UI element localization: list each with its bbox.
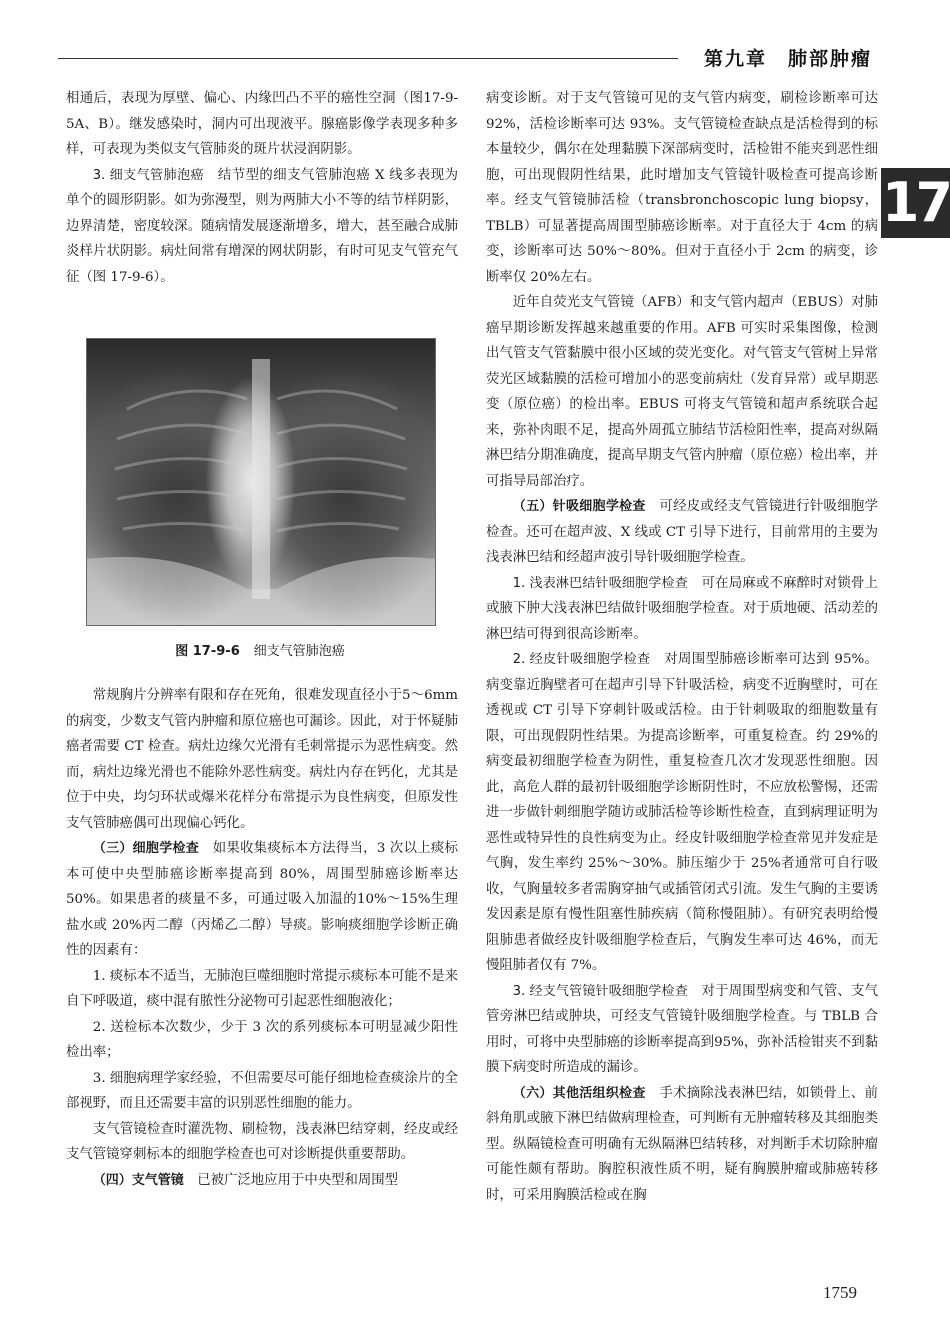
paragraph-body: 结节型的细支气管肺泡癌 X 线多表现为单个的圆形阴影。如为弥漫型，则为两肺大小不等的结节样阴影，边界清楚，密度较深。随病情发展逐渐增多，增大，甚至融合成肺炎样片状阴影。病灶间常有增深的网状阴影，有时可见支气管充气征（图 17-9-6）。 <box>66 167 458 285</box>
list-item: 3. 细胞病理学家经验，不但需要尽可能仔细地检查痰涂片的全部视野，而且还需要丰富的识别恶性细胞的能力。 <box>66 1070 458 1111</box>
paragraph-body: 手术摘除浅表淋巴结，如锁骨上、前斜角肌或腋下淋巴结做病理检查，可判断有无肿瘤转移及其细胞类型。纵隔镜检查可明确有无纵隔淋巴结转移，对判断手术切除肿瘤可能性颇有帮助。胸腔积液性质不明，疑有胸膜肿瘤或肺癌转移时，可采用胸膜活检或在胸 <box>486 1085 878 1203</box>
page-number: 1759 <box>823 1283 857 1302</box>
list-item <box>486 979 878 1081</box>
left-column-top <box>66 86 458 290</box>
chest-xray-figure <box>86 338 436 626</box>
paragraph <box>486 1081 878 1209</box>
subsection-heading: 2. 经皮针吸细胞学检查 <box>512 652 651 667</box>
list-item <box>486 647 878 979</box>
section-heading: （四）支气管镜 <box>92 1172 184 1188</box>
subsection-heading: 3. 经支气管镜针吸细胞学检查 <box>512 983 688 999</box>
section-heading: （三）细胞学检查 <box>92 841 200 856</box>
section-heading: （六）其他活组织检查 <box>512 1085 646 1101</box>
subsection-heading: 1. 浅表淋巴结针吸细胞学检查 <box>512 575 688 591</box>
list-item: 1. 痰标本不适当，无肺泡巨噬细胞时常提示痰标本可能不是来自下呼吸道，痰中混有脓性分泌物可引起恶性细胞液化； <box>66 968 458 1009</box>
paragraph-body: 对周围型肺癌诊断率可达到 95%。病变靠近胸壁者可在超声引导下针吸活检，病变不近胸壁时，可在透视或 CT 引导下穿刺针吸或活检。由于针刺吸取的细胞数量有限，可出现假阴性结果。为提高诊断率，可重复检查。约 29%的病变最初细胞学检查为阴性，重复检查几次才发现恶性细胞。因此，高危人群的最初针吸细胞学诊断阴性时，不应放松警惕，还需进一步做针刺细胞学随访或肺活检等诊断性检查，直到病理证明为恶性或特异性的良性病变为止。经皮针吸细胞学检查常见并发症是气胸，发生率约 25%～30%。肺压缩少于 25%者通常可自行吸收，气胸量较多者需胸穿抽气或插管闭式引流。发生气胸的主要诱发因素是原有慢性阻塞性肺疾病（简称慢阻肺）。有研究表明给慢阻肺患者做经皮针吸细胞学检查后，气胸发生率可达 46%，而无慢阻肺者仅有 7%。 <box>486 652 878 973</box>
paragraph-body: 可经皮或经支气管镜进行针吸细胞学检查。还可在超声波、X 线或 CT 引导下进行，目前常用的主要为浅表淋巴结和经超声波引导针吸细胞学检查。 <box>486 499 878 565</box>
paragraph-body: 可在局麻或不麻醉时对锁骨上或腋下肿大浅表淋巴结做针吸细胞学检查。对于质地硬、活动差的淋巴结可得到很高诊断率。 <box>486 575 878 642</box>
paragraph-body: 如果收集痰标本方法得当，3 次以上痰标本可使中央型肺癌诊断率提高到 80%，周围型肺癌诊断率达 50%。如果患者的痰量不多，可通过吸入加温的10%～15%生理盐水或 20%丙二醇（丙烯乙二醇）导痰。影响痰细胞学诊断正确性的因素有： <box>66 841 458 958</box>
subsection-heading: 3. 细支气管肺泡癌 <box>92 167 205 183</box>
paragraph <box>66 163 458 291</box>
paragraph <box>66 836 458 964</box>
paragraph: 近年自荧光支气管镜（AFB）和支气管内超声（EBUS）对肺癌早期诊断发挥越来越重要的作用。AFB 可实时采集图像，检测出气管支气管黏膜中很小区域的荧光变化。对气管支气管树上异常荧光区域黏膜的活检可增加小的恶变前病灶（发育异常）或早期恶变（原位癌）的检出率。EBUS 可将支气管镜和超声系统联合起来，弥补肉眼不足，提高外周孤立肺结节活检阳性率，提高对纵隔淋巴结分期准确度，提高早期支气管内肿瘤（原位癌）检出率，并可指导局部治疗。 <box>486 295 878 489</box>
paragraph: 支气管镜检查时灌洗物、刷检物，浅表淋巴结穿刺，经皮或经支气管镜穿刺标本的细胞学检查也可对诊断提供重要帮助。 <box>66 1121 458 1162</box>
list-item <box>486 571 878 648</box>
left-column-bottom <box>66 683 458 1193</box>
paragraph: 病变诊断。对于支气管镜可见的支气管内病变，刷检诊断率可达 92%，活检诊断率可达 93%。支气管镜检查缺点是活检得到的标本量较少，偶尔在处理黏膜下深部病变时，活检钳不能夹到恶性细胞，可出现假阴性结果，此时增加支气管镜针吸检查可提高诊断率。经支气管镜肺活检（transbronchoscopic lung biopsy，TBLB）可显著提高周围型肺癌诊断率。对于直径大于 4cm 的病变，诊断率可达 50%～80%。但对于直径小于 2cm 的病变，诊断率仅 20%左右。 <box>486 91 878 285</box>
paragraph: 常规胸片分辨率有限和存在死角，很难发现直径小于5～6mm 的病变，少数支气管内肿瘤和原位癌也可漏诊。因此，对于怀疑肺癌者需要 CT 检查。病灶边缘欠光滑有毛刺常提示为恶性病变。然而，病灶边缘光滑也不能除外恶性病变。病灶内存在钙化，尤其是位于中央，均匀环状或爆米花样分布常提示为良性病变，但原发性支气管肺癌偶可出现偏心钙化。 <box>66 688 458 831</box>
chapter-number-tab: 17 <box>881 168 950 238</box>
section-heading: （五）针吸细胞学检查 <box>512 499 646 514</box>
figure-caption-text: 细支气管肺泡癌 <box>253 644 345 659</box>
list-item: 2. 送检标本次数少，少于 3 次的系列痰标本可明显减少阳性检出率； <box>66 1019 458 1060</box>
xray-image <box>87 339 435 625</box>
paragraph <box>486 494 878 571</box>
paragraph: 相通后，表现为厚壁、偏心、内缘凹凸不平的癌性空洞（图17-9-5A、B）。继发感染时，洞内可出现液平。腺癌影像学表现多种多样，可表现为类似支气管肺炎的斑片状浸润阴影。 <box>66 91 458 157</box>
figure-caption <box>86 640 434 659</box>
paragraph-body: 对于周围型病变和气管、支气管旁淋巴结或肿块，可经支气管镜针吸细胞学检查。与 TBLB 合用时，可将中央型肺癌的诊断率提高到95%，弥补活检钳夹不到黏膜下病变时所造成的漏诊。 <box>486 983 878 1075</box>
header-rule <box>58 58 678 59</box>
chapter-header-title: 第九章 肺部肿瘤 <box>703 48 872 70</box>
paragraph-body: 已被广泛地应用于中央型和周围型 <box>183 1172 399 1188</box>
right-column <box>486 86 878 1208</box>
figure-number: 图 17-9-6 <box>175 644 240 659</box>
paragraph <box>66 1168 458 1194</box>
